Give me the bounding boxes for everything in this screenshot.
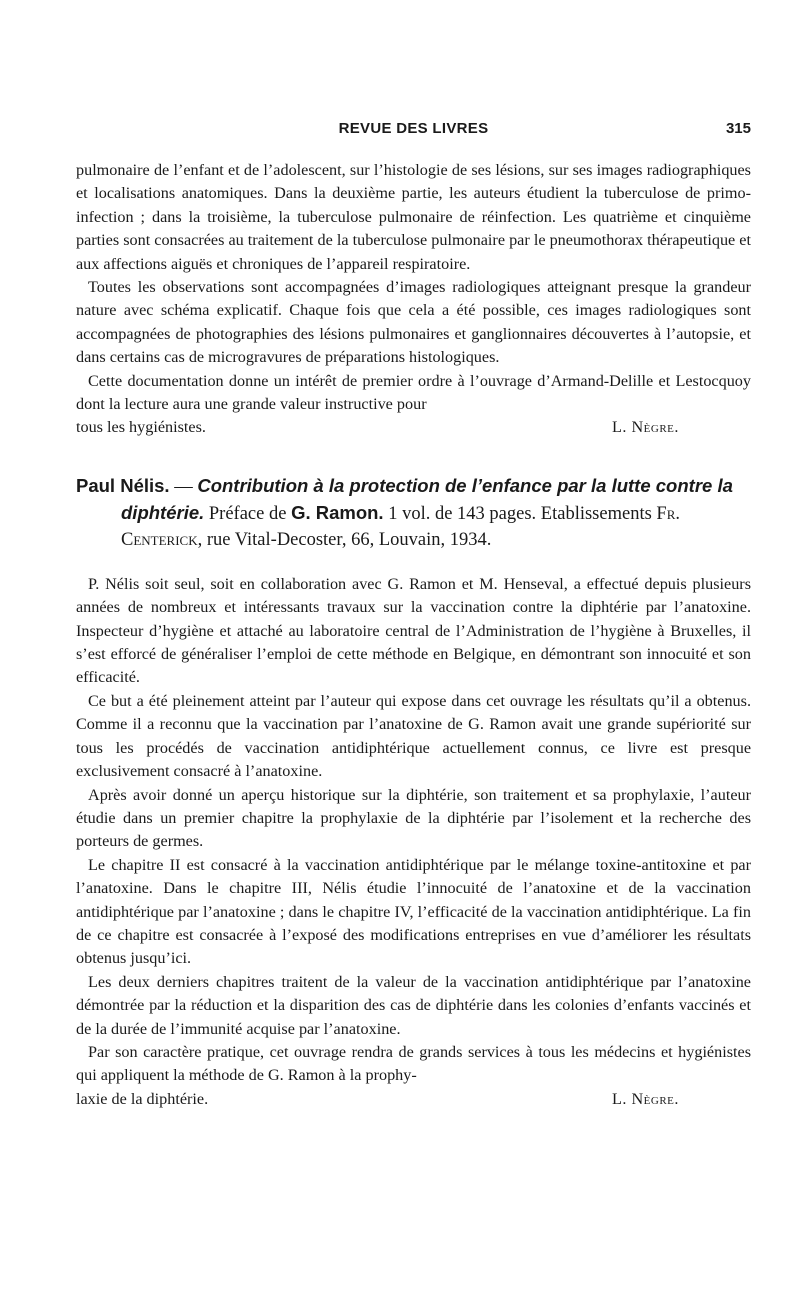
review1-paragraph-3: Cette documentation donne un intérêt de premier ordre à l’ouvrage d’Armand-Delille et Lestocquoy dont la lecture aura une grande valeur instructive pour (76, 371, 751, 414)
review1-paragraph-3-end: tous les hygiénistes. (76, 418, 206, 437)
body-text (76, 159, 751, 1111)
review1-paragraph-2: Toutes les observations sont accompagnées d’images radiologiques atteignant presque la grandeur nature avec schéma explicatif. Chaque fois que cela a été possible, ces images radiologiques sont accompagnées de photographies des lésions pulmonaires et ganglionnaires découvertes à l’autopsie, et dans certains cas de microgravures de préparations histologiques. (76, 278, 751, 367)
review2-paragraph-2: Ce but a été pleinement atteint par l’auteur qui expose dans cet ouvrage les résultats qu’il a obtenus. Comme il a reconnu que la vaccination par l’anatoxine de G. Ramon avait une grande supériorité sur tous les procédés de vaccination antidiphtérique actuellement connus, ce livre est presque exclusivement consacré à l’anatoxine. (76, 691, 751, 781)
book-title: Contribution à la protection de l’enfance par la lutte contre la diphtérie. (121, 474, 733, 523)
review2-paragraph-1: P. Nélis soit seul, soit en collaboration avec G. Ramon et M. Henseval, a effectué depuis plusieurs années de nombreux et intéressants travaux sur la vaccination contre la diphtérie par l’anatoxine. Inspecteur d’hygiène et attaché au laboratoire central de l’Administration de l’hygiène à Bruxelles, il s’est efforcé de généraliser l’emploi de cette méthode en Belgique, en démontrant son innocuité et son efficacité. (76, 574, 751, 687)
review1-closing-line (76, 416, 751, 439)
review2-paragraph-6: Par son caractère pratique, cet ouvrage rendra de grands services à tous les médecins et hygiénistes qui appliquent la méthode de G. Ramon à la prophy- (76, 1042, 751, 1085)
running-title: REVUE DES LIVRES (338, 120, 489, 137)
review2-paragraph-4: Le chapitre II est consacré à la vaccination antidiphtérique par le mélange toxine-antitoxine et par l’anatoxine. Dans le chapitre III, Nélis étudie l’innocuité de l’anatoxine et de la vaccination antidiphtérique par l’anatoxine ; dans le chapitre IV, l’efficacité de la vaccination antidiphtérique. La fin de ce chapitre est consacrée à l’exposé des modifications entreprises en vue d’améliorer les résultats obtenus jusqu’ici. (76, 855, 751, 968)
review2-paragraph-3: Après avoir donné un aperçu historique sur la diphtérie, son traitement et sa prophylaxie, l’auteur étudie dans un premier chapitre la prophylaxie de la diphtérie par l’isolement et la recherche des porteurs de germes. (76, 785, 751, 851)
book-details: 1 vol. de 143 pages. Etablissements (383, 503, 657, 524)
heading-dash: — (169, 476, 198, 497)
book-entry-heading (76, 473, 751, 553)
preface-prefix: Préface de (204, 503, 292, 524)
book-author: Paul Nélis. (76, 474, 170, 496)
preface-author: G. Ramon. (291, 501, 384, 523)
review1-signature: L. Nègre. (612, 418, 679, 437)
review2-paragraph-6-end: laxie de la diphtérie. (76, 1089, 209, 1108)
review2-closing-line (76, 1088, 751, 1111)
review2-paragraph-5: Les deux derniers chapitres traitent de la valeur de la vaccination antidiphtérique par l’anatoxine démontrée par la réduction et la disparition des cas de diphtérie dans les colonies d’enfants vaccinés et de la durée de l’immunité acquise par l’anatoxine. (76, 972, 751, 1038)
publisher-name: Fr. Centerick (121, 503, 681, 550)
page-number: 315 (725, 120, 751, 137)
review2-signature: L. Nègre. (612, 1089, 679, 1108)
running-head (76, 120, 751, 142)
review1-paragraph-1: pulmonaire de l’enfant et de l’adolescent, sur l’histologie de ses lésions, sur ses images radiographiques et localisations anatomiques. Dans la deuxième partie, les auteurs étudient la tuberculose de primo-infection ; dans la troisième, la tuberculose pulmonaire de réinfection. Les quatrième et cinquième parties sont consacrées au traitement de la tuberculose pulmonaire par le pneumothorax thérapeutique et aux affections aiguës et chroniques de l’appareil respiratoire. (76, 161, 751, 273)
publisher-address: , rue Vital-Decoster, 66, Louvain, 1934. (197, 529, 492, 550)
